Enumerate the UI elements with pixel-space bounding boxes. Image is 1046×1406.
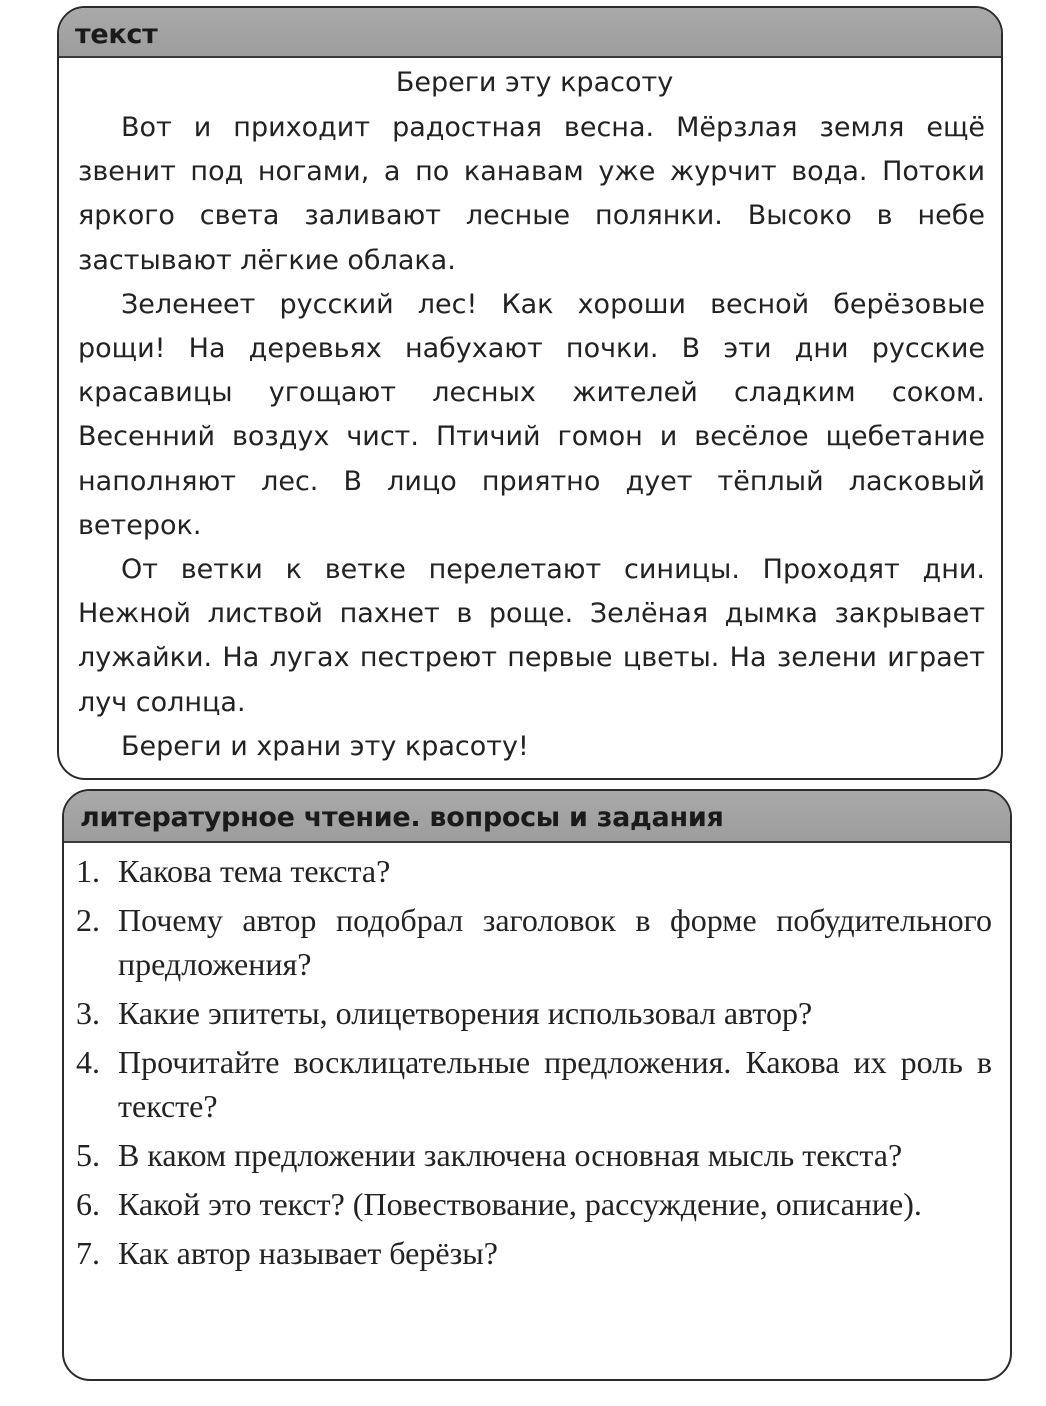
- question-item: [76, 1182, 992, 1226]
- question-item: [76, 849, 992, 893]
- question-item: [76, 1040, 992, 1128]
- question-text: Какова тема текста?: [118, 853, 391, 889]
- question-item: [76, 898, 992, 986]
- question-item: [76, 991, 992, 1035]
- question-text: В каком предложении заключена основная мысль текста?: [118, 1137, 903, 1173]
- question-number: 6.: [76, 1186, 100, 1222]
- text-body: [59, 58, 1001, 769]
- question-text: Какие эпитеты, олицетворения использовал автор?: [118, 995, 813, 1031]
- question-number: 4.: [76, 1044, 100, 1080]
- text-paragraph-1: Вот и приходит радостная весна. Мёрзлая земля ещё звенит под ногами, а по канавам уже журчит вода. Потоки яркого света заливают лесные полянки. Высоко в небе застывают лёгкие облака.: [78, 112, 985, 276]
- question-item: [76, 1133, 992, 1177]
- question-number: 5.: [76, 1137, 100, 1173]
- question-number: 7.: [76, 1235, 100, 1271]
- questions-panel-header: литературное чтение. вопросы и задания: [64, 791, 1010, 843]
- question-number: 3.: [76, 995, 100, 1031]
- text-title: Береги эту красоту: [395, 67, 674, 98]
- text-paragraph-3: От ветки к ветке перелетают синицы. Проходят дни. Нежной листвой пахнет в роще. Зелёная дымка закрывает лужайки. На лугах пестреют первые цветы. На зелени играет луч солнца.: [78, 554, 985, 718]
- question-text: Как автор называет берёзы?: [118, 1235, 498, 1271]
- questions-panel: [62, 789, 1012, 1381]
- question-item: [76, 1231, 992, 1275]
- question-text: Почему автор подобрал заголовок в форме побудительного предложения?: [118, 902, 992, 982]
- text-panel: [57, 6, 1003, 780]
- text-paragraph-2: Зеленеет русский лес! Как хороши весной берёзовые рощи! На деревьях набухают почки. В эти дни русские красавицы угощают лесных жителей сладким соком. Весенний воздух чист. Птичий гомон и весёлое щебетание наполняют лес. В лицо приятно дует тёплый ласковый ветерок.: [78, 288, 985, 541]
- question-number: 2.: [76, 902, 100, 938]
- question-text: Какой это текст? (Повествование, рассуждение, описание).: [118, 1186, 922, 1222]
- text-panel-header: текст: [59, 8, 1001, 58]
- questions-list: [64, 843, 1010, 1275]
- text-paragraph-4: Береги и храни эту красоту!: [121, 730, 529, 762]
- question-number: 1.: [76, 853, 100, 889]
- question-text: Прочитайте восклицательные предложения. Какова их роль в тексте?: [118, 1044, 992, 1124]
